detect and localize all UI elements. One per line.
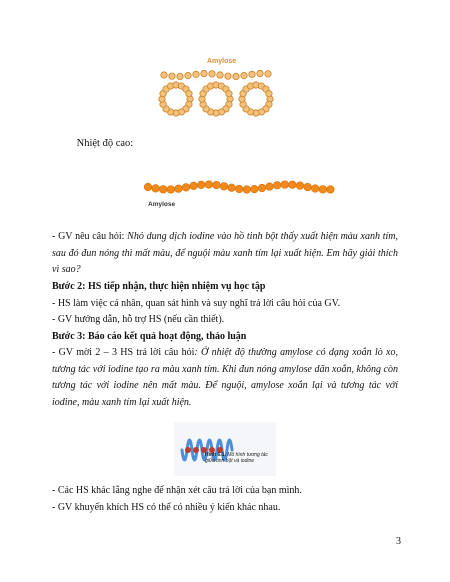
bead	[327, 186, 335, 194]
iodine-atom	[185, 447, 191, 453]
bead	[243, 186, 251, 194]
bead	[152, 185, 160, 193]
bullet-item	[64, 138, 133, 149]
bead	[226, 90, 232, 96]
step2-heading: Bước 2: HS tiếp nhận, thực hiện nhiệm vụ học tập	[52, 281, 266, 292]
answer-prefix: - GV mời 2 – 3 HS trả lời câu hỏi	[52, 347, 195, 358]
bead	[205, 181, 213, 189]
bead	[185, 72, 191, 78]
bead	[225, 73, 231, 79]
bead	[266, 183, 274, 191]
bead	[258, 184, 266, 192]
closing-line2: - GV khuyến khích HS có thể có nhiều ý kiến khác nhau.	[52, 501, 281, 513]
bead	[197, 181, 205, 189]
bead	[266, 90, 272, 96]
step2-line1: - HS làm việc cá nhân, quan sát hình và suy nghĩ trả lời câu hỏi của GV.	[52, 297, 341, 309]
figure2-label: Amylose	[148, 201, 176, 208]
starch-iodine-model-figure	[174, 422, 276, 476]
bead	[296, 182, 304, 190]
bead	[235, 185, 243, 193]
amylose-helix-figure	[150, 55, 285, 127]
bead	[193, 71, 199, 77]
bead	[209, 71, 215, 77]
figure1-label: Amylose	[207, 58, 237, 65]
bead	[319, 186, 327, 194]
bead	[161, 72, 167, 78]
bead	[159, 186, 167, 194]
figure3-caption-number: Hình 6.1.	[205, 452, 226, 458]
bead	[241, 72, 247, 78]
bead	[144, 183, 152, 191]
figure3-caption	[205, 452, 275, 464]
step2-line2: - GV hướng dẫn, hỗ trợ HS (nếu cần thiết).	[52, 314, 225, 325]
question-prefix: - GV nêu câu hỏi:	[52, 231, 128, 242]
bead	[265, 71, 271, 77]
bead	[311, 185, 319, 193]
bead	[182, 184, 190, 192]
bead	[220, 183, 228, 191]
iodine-atom	[193, 447, 199, 453]
bead	[177, 73, 183, 79]
bead	[273, 181, 281, 189]
bead	[217, 72, 223, 78]
bead	[186, 90, 192, 96]
bead	[257, 70, 263, 76]
step2-section	[52, 279, 398, 411]
bead	[228, 184, 236, 192]
amylose-chain-figure	[140, 172, 340, 216]
question-text: Nhỏ dung dịch iodine vào hồ tinh bột thấy xuất hiện màu xanh tím, sau đó đun nóng thì mất màu, để nguội màu xanh tím lại xuất hiện. Em hãy giải thích vì sao?	[52, 231, 398, 275]
closing-section	[52, 483, 398, 516]
bead	[233, 73, 239, 79]
bead	[249, 71, 255, 77]
step3-heading: Bước 3: Báo cáo kết quả hoạt động, thảo luận	[52, 330, 247, 342]
bead	[167, 186, 175, 194]
figure3-caption-text: Mô hình tương tác giữa tinh bột và iodine	[205, 452, 268, 464]
bead	[281, 181, 289, 189]
bead	[201, 70, 207, 76]
bead	[169, 73, 175, 79]
bead	[251, 185, 259, 193]
bullet-text: Nhiệt độ cao:	[76, 138, 134, 149]
page-number: 3	[396, 536, 401, 547]
question-paragraph	[52, 229, 398, 279]
bead	[289, 181, 297, 189]
bead	[190, 182, 198, 190]
bead	[304, 183, 312, 191]
bead	[175, 185, 183, 193]
answer-text: : Ở nhiệt độ thường amylose có dạng xoắn lò xo, tương tác với iodine tạo ra màu xanh tím. Khi đun nóng amylose dãn xoắn, không còn tương tác với iodine nên mất màu. Để nguội, amylose xoắn lại và tương tác với iodine, màu xanh tím lại xuất hiện.	[52, 347, 398, 408]
bead	[213, 181, 221, 189]
closing-line1: - Các HS khác lắng nghe để nhận xét câu trả lời của bạn mình.	[52, 485, 302, 496]
